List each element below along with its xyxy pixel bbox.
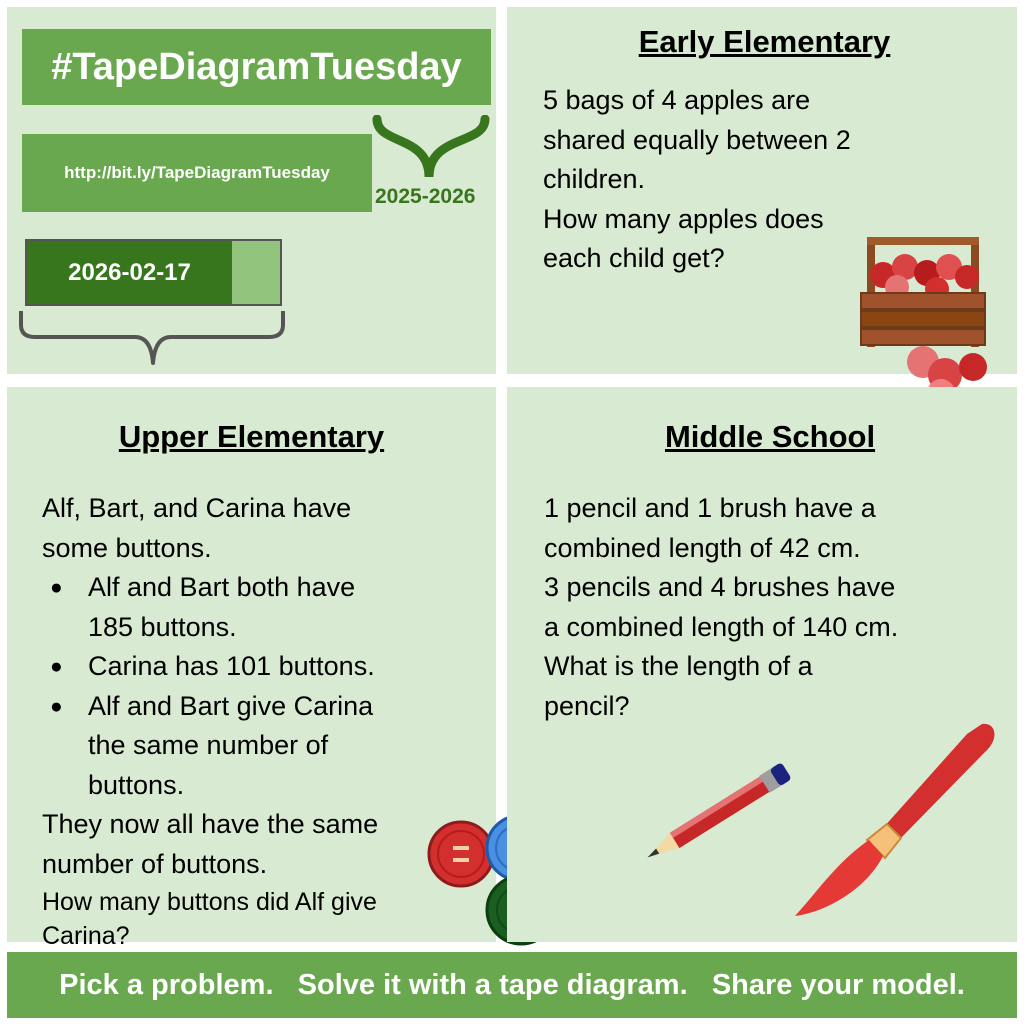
problem-line: combined length of 42 cm. <box>544 532 861 563</box>
problem-line: What is the length of a <box>544 651 813 681</box>
bullet-line: Alf and Bart both have <box>88 572 356 602</box>
problem-question-line: Carina? <box>42 922 130 950</box>
title-panel <box>7 7 496 374</box>
tape-remainder <box>232 239 282 306</box>
paintbrush-icon <box>787 712 1002 922</box>
upper-elementary-heading: Upper Elementary <box>118 419 385 454</box>
problem-line: 3 pencils and 4 brushes have <box>544 572 896 602</box>
problem-line: each child get? <box>543 243 725 273</box>
problem-line: Alf, Bart, and Carina have <box>42 493 352 523</box>
problem-line: pencil? <box>544 690 630 721</box>
bullet-line: buttons. <box>88 769 185 800</box>
upper-elementary-problem <box>42 489 462 951</box>
problem-line: 5 bags of 4 apples are <box>543 85 811 115</box>
bullet-item <box>42 568 462 647</box>
apple-basket-icon <box>853 227 993 412</box>
date-tape: 2026-02-17 <box>25 239 234 306</box>
problem-line: some buttons. <box>42 532 212 563</box>
school-year: 2025-2026 <box>375 185 476 208</box>
middle-school-problem <box>544 489 1009 726</box>
problem-line: a combined length of 140 cm. <box>544 611 899 642</box>
problem-line: children. <box>543 164 646 194</box>
middle-school-heading: Middle School <box>664 419 876 454</box>
bullet-line: Alf and Bart give Carina <box>88 690 374 721</box>
bullet-item <box>42 687 462 806</box>
problem-line: 1 pencil and 1 brush have a <box>544 493 876 523</box>
problem-line: They now all have the same <box>42 809 379 839</box>
footer-banner: Pick a problem. Solve it with a tape diagram. Share your model. <box>7 952 1017 1018</box>
middle-school-panel <box>507 387 1017 942</box>
problem-line: How many apples does <box>543 203 824 234</box>
bullet-line: 185 buttons. <box>88 611 237 642</box>
problem-line: number of buttons. <box>42 848 268 879</box>
hashtag-banner: #TapeDiagramTuesday <box>22 29 491 105</box>
bullet-line: the same number of <box>88 730 329 760</box>
link-banner[interactable]: http://bit.ly/TapeDiagramTuesday <box>22 134 372 212</box>
bullet-line: Carina has 101 buttons. <box>88 651 375 681</box>
brace-icon <box>17 307 289 369</box>
button-icon <box>429 822 493 886</box>
bullet-item <box>42 647 462 687</box>
problem-line: shared equally between 2 <box>543 124 851 155</box>
upper-elementary-panel <box>7 387 496 950</box>
pencil-icon <box>627 759 807 869</box>
early-elementary-heading: Early Elementary <box>638 24 891 59</box>
brace-icon <box>367 115 497 185</box>
bullet-list <box>42 568 462 805</box>
problem-question-line: How many buttons did Alf give <box>42 888 377 916</box>
early-elementary-panel <box>507 7 1017 374</box>
